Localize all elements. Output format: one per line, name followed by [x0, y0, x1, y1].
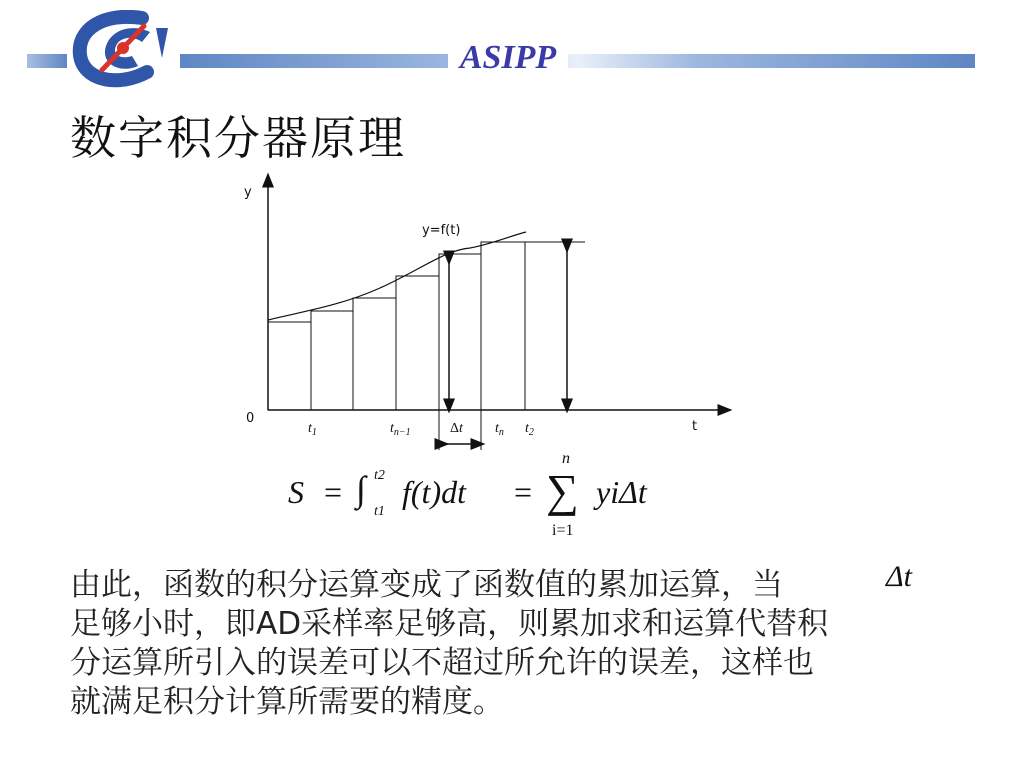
rectangle: [353, 298, 396, 410]
inline-delta-t: Δt: [886, 560, 912, 593]
header-bar-right: [180, 54, 975, 68]
sum-upper-limit: n: [562, 450, 570, 467]
tick-label-tn: $t_n$: [495, 421, 504, 438]
integral-formula: [284, 448, 704, 548]
integral-sign-icon: ∫: [356, 469, 366, 509]
brand-label: ASIPP: [448, 38, 568, 78]
body-line: 分运算所引入的误差可以不超过所允许的误差，这样也: [70, 645, 814, 681]
rectangle: [396, 276, 439, 410]
rectangle: [439, 254, 481, 410]
rectangle: [481, 242, 525, 410]
tick-label-t2: $t_2$: [525, 421, 534, 438]
integration-diagram: [230, 170, 740, 450]
body-line: 由此，函数的积分运算变成了函数值的累加运算，当: [70, 567, 783, 603]
header-bar-left: [27, 54, 67, 68]
tick-label-t1: $t_1$: [308, 421, 317, 438]
formula-equals: =: [324, 474, 343, 510]
slide-body: [70, 566, 960, 722]
y-axis-label: y: [244, 185, 252, 200]
asipp-logo-icon: [72, 10, 176, 88]
tick-label-tn-1: $t_{n-1}$: [390, 421, 411, 438]
sum-lower-limit: i=1: [552, 522, 574, 539]
body-line: 足够小时，即AD采样率足够高，则累加求和运算代替积: [70, 606, 829, 642]
integral-upper-limit: t2: [374, 468, 385, 483]
tick-label-delta-t: Δt: [450, 421, 463, 436]
formula-summand: yiΔt: [596, 474, 647, 510]
formula-integrand: f(t)dt: [402, 474, 466, 510]
x-axis-label: t: [692, 419, 698, 434]
curve-label: y=f(t): [422, 223, 461, 238]
slide-title: 数字积分器原理: [70, 111, 406, 165]
formula-lhs: S: [288, 474, 304, 510]
integral-lower-limit: t1: [374, 504, 385, 519]
origin-label: 0: [246, 411, 255, 426]
rectangle: [311, 311, 353, 410]
body-line: 就满足积分计算所需要的精度。: [70, 684, 504, 720]
sum-sign-icon: ∑: [546, 465, 579, 516]
riemann-rectangles: [268, 242, 525, 410]
formula-equals-2: =: [514, 474, 533, 510]
rectangle: [268, 322, 311, 410]
